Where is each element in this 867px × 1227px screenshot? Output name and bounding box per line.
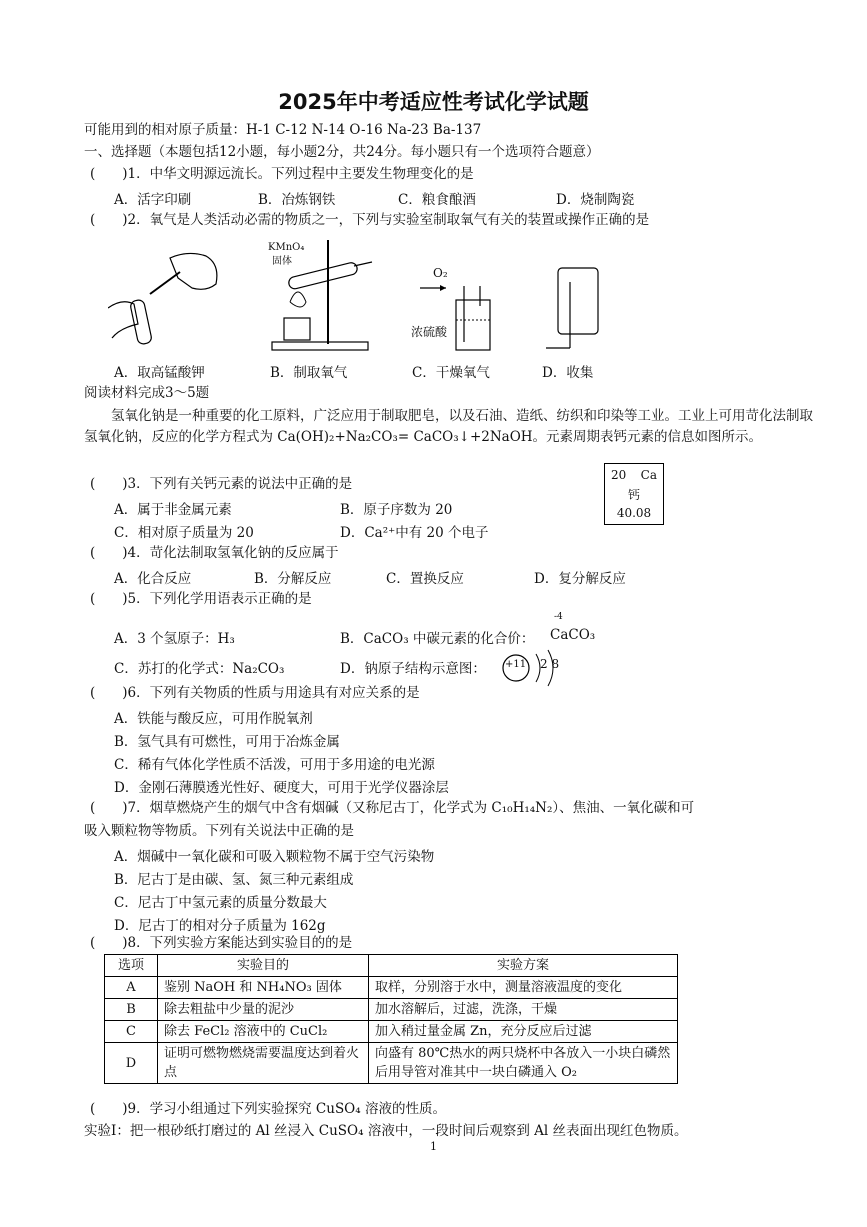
q3-option-d: D．Ca²⁺中有 20 个电子 <box>340 525 489 541</box>
q9-stem: ( )9．学习小组通过下列实验探究 CuSO₄ 溶液的性质。 <box>90 1101 446 1117</box>
figure-gas-collection <box>540 262 610 356</box>
q8-stem: ( )8．下列实验方案能达到实验目的的是 <box>90 935 353 951</box>
q7-option-c: C．尼古丁中氢元素的质量分数最大 <box>114 895 327 911</box>
q2-option-c: C．干燥氧气 <box>412 365 490 381</box>
q8-cell: 除去粗盐中少量的泥沙 <box>158 999 369 1021</box>
q2-option-b: B．制取氧气 <box>270 365 348 381</box>
q1-option-b: B．冶炼钢铁 <box>258 192 336 208</box>
q7-option-a: A．烟碱中一氧化碳和可吸入颗粒物不属于空气污染物 <box>114 849 435 865</box>
figure-gas-washing-bottle <box>420 276 500 356</box>
q8-cell: 向盛有 80℃热水的两只烧杯中各放入一小块白磷然后用导管对准其中一块白磷通入 O₂ <box>369 1043 678 1084</box>
q6-stem: ( )6．下列有关物质的性质与用途具有对应关系的是 <box>90 685 420 701</box>
q8-cell: 加水溶解后，过滤，洗涤，干燥 <box>369 999 678 1021</box>
ca-name: 钙 <box>627 488 640 502</box>
sodium-nucleus: +11 <box>505 659 527 670</box>
q4-option-a: A．化合反应 <box>114 571 192 587</box>
q5-valence: -4 <box>554 612 563 622</box>
q1-option-a: A．活字印刷 <box>114 192 192 208</box>
table-row <box>105 1043 678 1084</box>
atomic-masses: 可能用到的相对原子质量：H-1 C-12 N-14 O-16 Na-23 Ba-137 <box>84 122 482 138</box>
q6-option-c: C．稀有气体化学性质不活泼，可用于多用途的电光源 <box>114 757 435 773</box>
page-number: 1 <box>430 1140 437 1153</box>
q5-option-c: C．苏打的化学式：Na₂CO₃ <box>114 661 285 677</box>
q6-option-b: B．氢气具有可燃性，可用于冶炼金属 <box>114 734 340 750</box>
q3-option-c: C．相对原子质量为 20 <box>114 525 254 541</box>
reading-intro: 阅读材料完成3～5题 <box>84 385 210 401</box>
q8-cell: 取样，分别溶于水中，测量溶液温度的变化 <box>369 977 678 999</box>
q8-cell: 鉴别 NaOH 和 NH₄NO₃ 固体 <box>158 977 369 999</box>
q2-option-a: A．取高锰酸钾 <box>114 365 205 381</box>
fig-kmno4-label: KMnO₄ <box>268 242 305 253</box>
figure-heating-apparatus <box>262 232 382 354</box>
q3-option-b: B．原子序数为 20 <box>340 502 453 518</box>
q4-option-b: B．分解反应 <box>254 571 332 587</box>
q7-option-d: D．尼古丁的相对分子质量为 162g <box>114 918 326 934</box>
q5-stem: ( )5．下列化学用语表示正确的是 <box>90 591 312 607</box>
q7-stem-line2: 吸入颗粒物等物质。下列有关说法中正确的是 <box>84 823 354 839</box>
q7-option-b: B．尼古丁是由碳、氢、氮三种元素组成 <box>114 872 354 888</box>
q4-stem: ( )4．苛化法制取氢氧化钠的反应属于 <box>90 545 339 561</box>
section-heading: 一、选择题（本题包括12小题，每小题2分，共24分。每小题只有一个选项符合题意） <box>84 144 600 160</box>
table-row <box>105 999 678 1021</box>
figure-take-kmno4 <box>108 248 228 348</box>
table-row <box>105 977 678 999</box>
q3-option-a: A．属于非金属元素 <box>114 502 232 518</box>
q2-option-d: D．收集 <box>542 365 594 381</box>
q4-option-d: D．复分解反应 <box>534 571 626 587</box>
q4-option-c: C．置换反应 <box>386 571 464 587</box>
q2-stem: ( )2．氧气是人类活动必需的物质之一，下列与实验室制取氧气有关的装置或操作正确的是 <box>90 212 650 228</box>
sodium-shells: 2 8 <box>540 657 560 671</box>
q7-stem-line1: ( )7．烟草燃烧产生的烟气中含有烟碱（又称尼古丁，化学式为 C₁₀H₁₄N₂）、焦油、一氧化碳和可 <box>90 800 695 816</box>
ca-mass: 40.08 <box>616 506 652 520</box>
q6-option-a: A．铁能与酸反应，可用作脱氧剂 <box>114 711 313 727</box>
q5-option-a: A．3 个氢原子：H₃ <box>114 631 235 647</box>
ca-atomic-number: 20 <box>611 468 627 482</box>
page-title: 2025年中考适应性考试化学试题 <box>278 90 589 114</box>
q8-table <box>104 954 678 1084</box>
q8-cell: 证明可燃物燃烧需要温度达到着火点 <box>158 1043 369 1084</box>
q1-stem: ( )1．中华文明源远流长。下列过程中主要发生物理变化的是 <box>90 166 474 182</box>
q6-option-d: D．金刚石薄膜透光性好、硬度大，可用于光学仪器涂层 <box>114 780 449 796</box>
calcium-element-cell <box>604 463 664 525</box>
q5-option-d: D．钠原子结构示意图： <box>340 661 486 677</box>
q8-header-plan: 实验方案 <box>369 955 678 977</box>
fig-acid-label: 浓硫酸 <box>411 325 448 339</box>
q8-cell: A <box>105 977 158 999</box>
q5-option-b: B．CaCO₃ 中碳元素的化合价： <box>340 631 535 647</box>
q1-option-d: D．烧制陶瓷 <box>556 192 635 208</box>
ca-symbol: Ca <box>640 468 657 482</box>
q8-cell: B <box>105 999 158 1021</box>
q1-option-c: C．粮食酿酒 <box>398 192 476 208</box>
q3-stem: ( )3．下列有关钙元素的说法中正确的是 <box>90 476 353 492</box>
q8-cell: 除去 FeCl₂ 溶液中的 CuCl₂ <box>158 1021 369 1043</box>
q8-cell: D <box>105 1043 158 1084</box>
q8-cell: C <box>105 1021 158 1043</box>
reading-passage: 氢氧化钠是一种重要的化工原料，广泛应用于制取肥皂，以及石油、造纸、纺织和印染等工业。工业上可用苛化法制取氢氧化钠，反应的化学方程式为 Ca(OH)₂+Na₂CO₃= CaCO₃↓+2NaOH。元素周期表钙元素的信息如图所示。 <box>84 408 813 445</box>
q9-experiment-1: 实验Ⅰ：把一根砂纸打磨过的 Al 丝浸入 CuSO₄ 溶液中，一段时间后观察到 Al 丝表面出现红色物质。 <box>84 1123 688 1139</box>
fig-solid-label: 固体 <box>272 256 292 267</box>
q8-header-option: 选项 <box>105 955 158 977</box>
q5-formula: CaCO₃ <box>550 627 596 643</box>
q8-header-purpose: 实验目的 <box>158 955 369 977</box>
table-row <box>105 1021 678 1043</box>
fig-o2-label: O₂ <box>433 266 448 280</box>
q8-cell: 加入稍过量金属 Zn，充分反应后过滤 <box>369 1021 678 1043</box>
